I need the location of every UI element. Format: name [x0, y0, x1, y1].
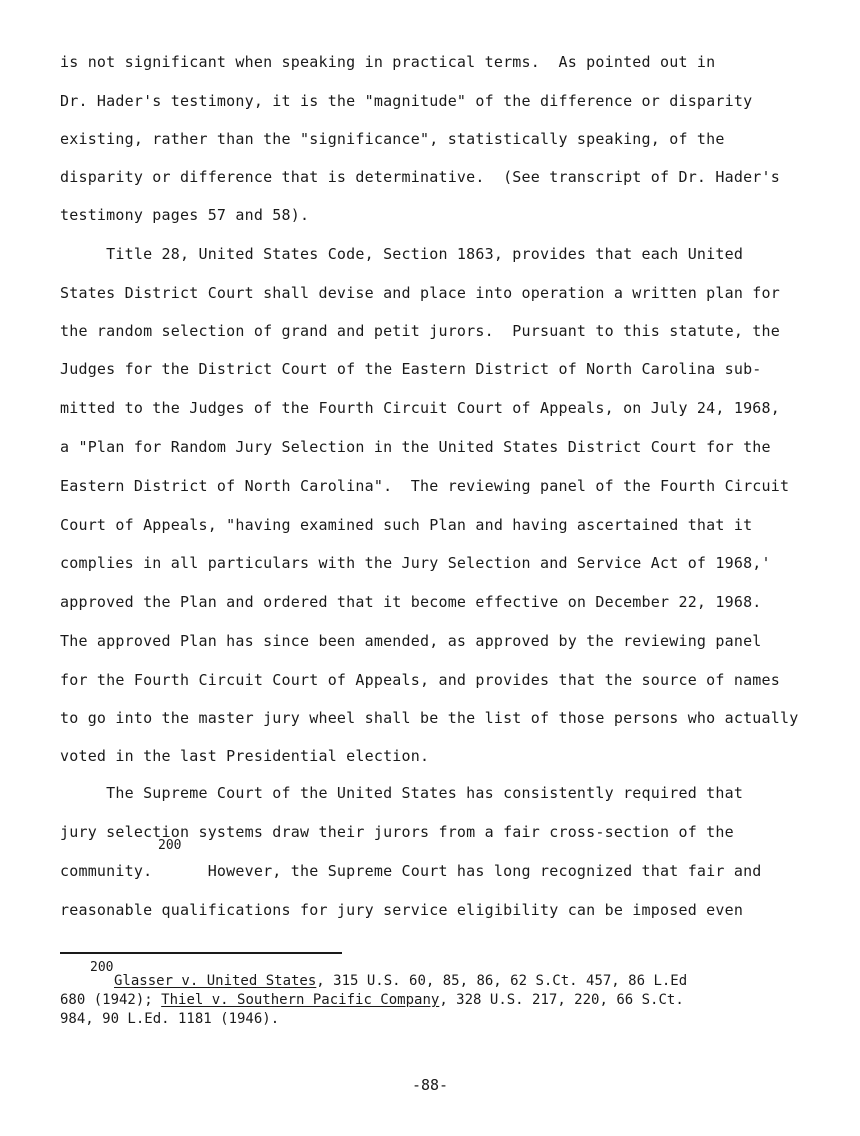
body-line-12: Eastern District of North Carolina". The reviewing panel of the Fourth Circuit — [60, 477, 790, 495]
body-line-22: community. However, the Supreme Court has long recognized that fair and — [60, 862, 762, 880]
body-line-14: complies in all particulars with the Jury Selection and Service Act of 1968,' — [60, 554, 771, 572]
footnote-line-1 — [114, 972, 687, 990]
footnote-case-thiel: Thiel v. Southern Pacific Company — [161, 992, 440, 1008]
footnote-number: 200 — [90, 960, 114, 975]
body-line-6: Title 28, United States Code, Section 1863, provides that each United — [60, 245, 744, 263]
footnote-reference-marker: 200 — [158, 838, 182, 853]
body-line-1: is not significant when speaking in practical terms. As pointed out in — [60, 53, 716, 71]
body-line-19: voted in the last Presidential election. — [60, 747, 430, 765]
body-line-8: the random selection of grand and petit jurors. Pursuant to this statute, the — [60, 322, 780, 340]
footnote-line-2 — [60, 991, 684, 1009]
body-line-13: Court of Appeals, "having examined such Plan and having ascertained that it — [60, 516, 753, 534]
body-line-2: Dr. Hader's testimony, it is the "magnitude" of the difference or disparity — [60, 92, 753, 110]
body-line-17: for the Fourth Circuit Court of Appeals, and provides that the source of names — [60, 671, 780, 689]
footnote-line-3: 984, 90 L.Ed. 1181 (1946). — [60, 1011, 280, 1027]
footnote-citation-1: , 315 U.S. 60, 85, 86, 62 S.Ct. 457, 86 L.Ed — [316, 973, 688, 989]
body-line-20: The Supreme Court of the United States has consistently required that — [60, 784, 744, 802]
body-line-21: jury selection systems draw their jurors from a fair cross-section of the — [60, 823, 734, 841]
body-line-10: mitted to the Judges of the Fourth Circuit Court of Appeals, on July 24, 1968, — [60, 399, 780, 417]
page-number: -88- — [411, 1076, 449, 1094]
body-line-3: existing, rather than the "significance", statistically speaking, of the — [60, 130, 725, 148]
body-line-9: Judges for the District Court of the Eastern District of North Carolina sub- — [60, 360, 762, 378]
footnote-citation-2-start: 680 (1942); — [60, 992, 162, 1008]
footnote-citation-2: , 328 U.S. 217, 220, 66 S.Ct. — [439, 992, 684, 1008]
body-line-16: The approved Plan has since been amended, as approved by the reviewing panel — [60, 632, 762, 650]
body-line-23: reasonable qualifications for jury service eligibility can be imposed even — [60, 901, 744, 919]
body-line-15: approved the Plan and ordered that it become effective on December 22, 1968. — [60, 593, 762, 611]
body-line-4: disparity or difference that is determinative. (See transcript of Dr. Hader's — [60, 168, 780, 186]
body-line-11: a "Plan for Random Jury Selection in the United States District Court for the — [60, 438, 771, 456]
body-line-18: to go into the master jury wheel shall be the list of those persons who actually — [60, 709, 799, 727]
footnote-separator — [60, 952, 342, 954]
footnote-case-glasser: Glasser v. United States — [114, 973, 317, 989]
body-line-7: States District Court shall devise and place into operation a written plan for — [60, 284, 780, 302]
body-line-5: testimony pages 57 and 58). — [60, 206, 310, 224]
